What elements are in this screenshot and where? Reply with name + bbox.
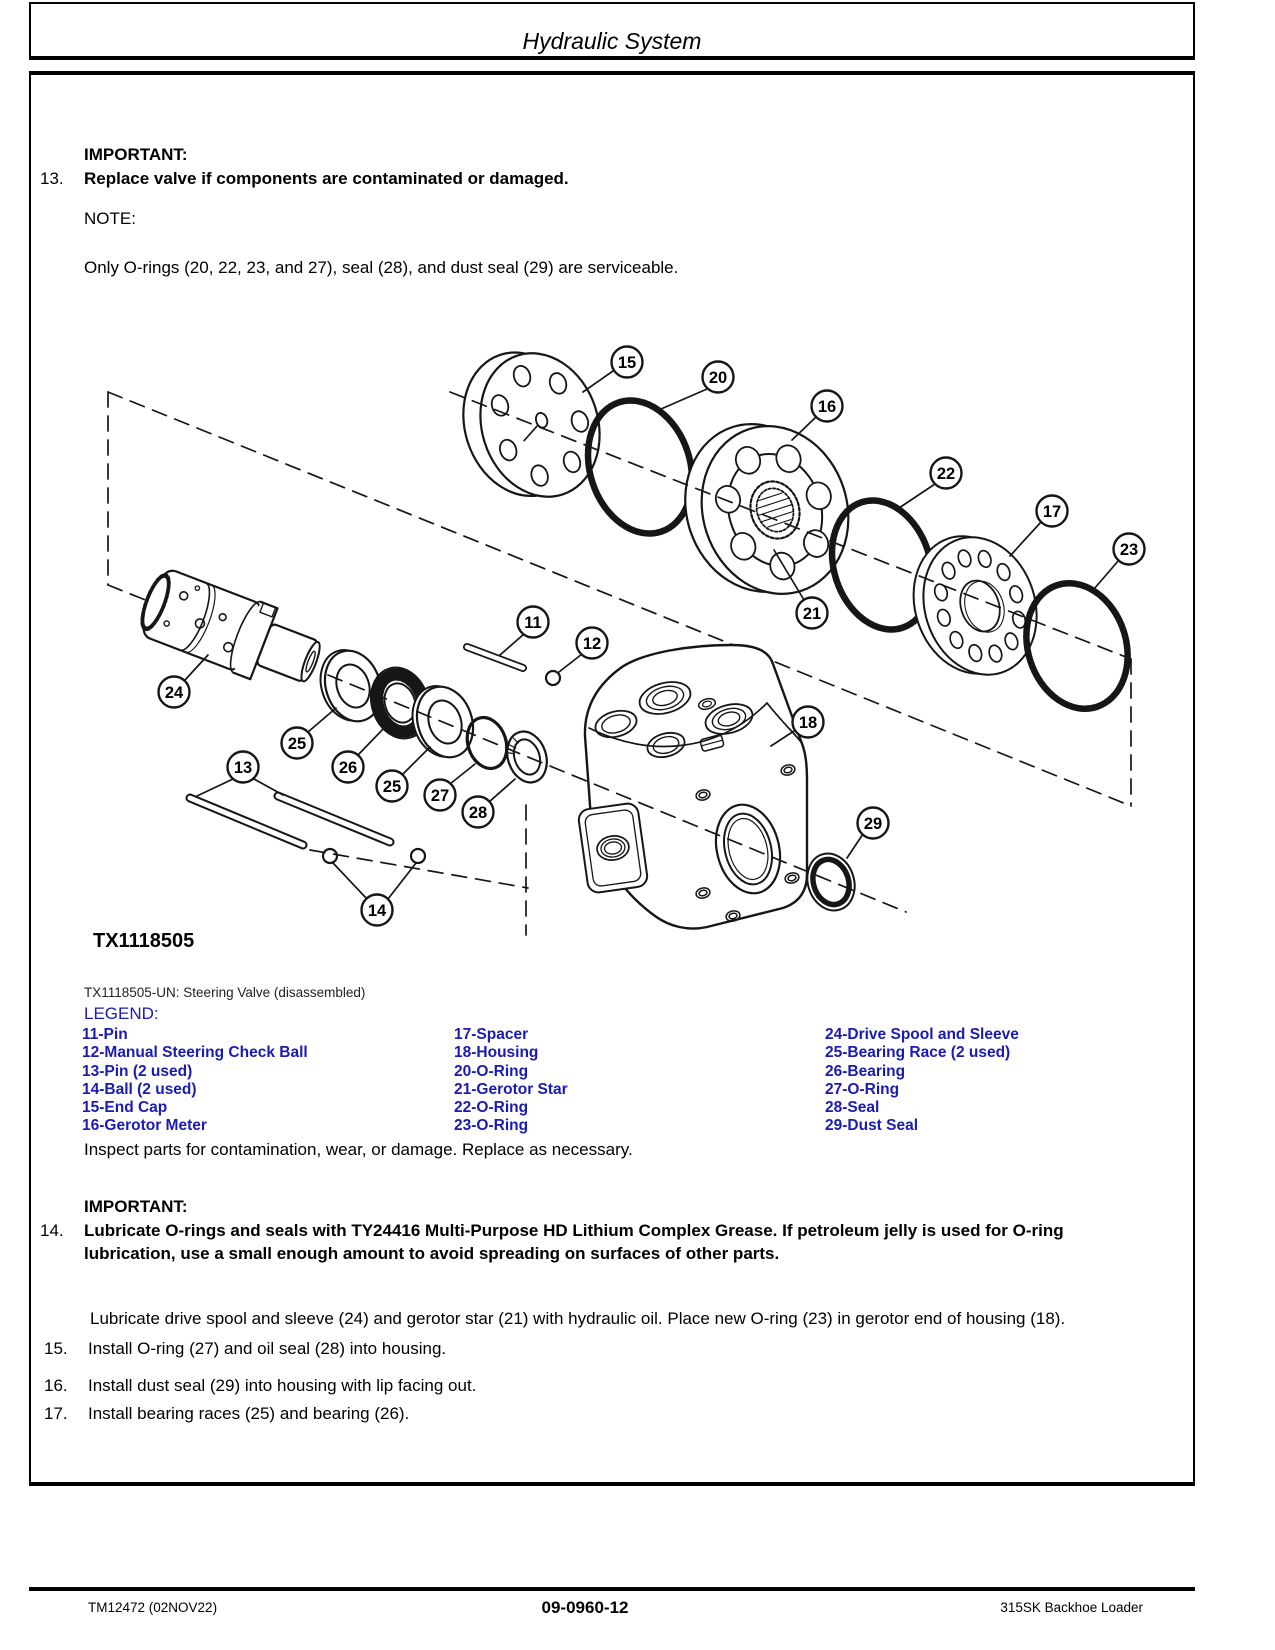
callout-24 xyxy=(159,677,190,708)
figure-caption: TX1118505-UN: Steering Valve (disassembled) xyxy=(84,985,366,1000)
legend-item: 12-Manual Steering Check Ball xyxy=(82,1044,308,1062)
legend-item: 23-O-Ring xyxy=(454,1117,529,1135)
legend-item: 25-Bearing Race (2 used) xyxy=(825,1044,1011,1062)
legend-item: 17-Spacer xyxy=(454,1026,529,1043)
callout-21 xyxy=(797,598,828,629)
svg-text:25: 25 xyxy=(382,778,402,796)
legend-item: 27-O-Ring xyxy=(825,1080,900,1098)
part-pin-11 xyxy=(467,647,523,668)
legend-item: 20-O-Ring xyxy=(454,1062,529,1080)
legend-item: 13-Pin (2 used) xyxy=(82,1062,193,1080)
svg-text:28: 28 xyxy=(468,804,488,822)
callout-25a xyxy=(282,728,313,759)
callout-23 xyxy=(1114,534,1145,565)
part-dust-seal-29 xyxy=(800,847,862,916)
callout-12 xyxy=(577,628,608,659)
figure-id-label: TX1118505 xyxy=(93,930,195,952)
footer-manual-number: TM12472 (02NOV22) xyxy=(88,1600,218,1615)
svg-text:15: 15 xyxy=(617,354,637,372)
part-pins-13 xyxy=(190,796,390,845)
svg-text:20: 20 xyxy=(708,369,728,387)
callout-15 xyxy=(612,347,643,378)
step-16-number: 16. xyxy=(44,1376,68,1395)
footer-rule xyxy=(29,1587,1195,1591)
page-title: Hydraulic System xyxy=(522,28,702,54)
callout-17 xyxy=(1037,496,1068,527)
callout-27 xyxy=(425,780,456,811)
lubricate-paragraph: Lubricate drive spool and sleeve (24) and gerotor star (21) with hydraulic oil. Place new O-ring (23) in gerotor end of housing (18). xyxy=(90,1309,1066,1328)
inspect-note: Inspect parts for contamination, wear, or damage. Replace as necessary. xyxy=(84,1140,633,1159)
callout-20 xyxy=(703,362,734,393)
step-17-text: Install bearing races (25) and bearing (26). xyxy=(88,1404,410,1423)
callout-18 xyxy=(793,707,824,738)
important-label-2: IMPORTANT: xyxy=(84,1197,188,1216)
part-seal-28 xyxy=(501,726,553,787)
legend-label: LEGEND: xyxy=(84,1004,159,1023)
svg-text:18: 18 xyxy=(798,714,818,732)
legend-column-3 xyxy=(825,1026,1019,1136)
step-15-number: 15. xyxy=(44,1339,68,1358)
footer-page-number: 09-0960-12 xyxy=(541,1598,629,1617)
callout-28 xyxy=(463,797,494,828)
important-label-1: IMPORTANT: xyxy=(84,145,188,164)
step-14-text-line1: Lubricate O-rings and seals with TY24416 Multi-Purpose HD Lithium Complex Grease. If petroleum jelly is used for O-ring xyxy=(84,1221,1064,1240)
svg-text:12: 12 xyxy=(582,635,602,653)
part-drive-spool xyxy=(134,563,330,699)
callout-13 xyxy=(228,752,259,783)
callout-22 xyxy=(931,458,962,489)
svg-text:14: 14 xyxy=(367,902,387,920)
legend-column-1 xyxy=(82,1026,308,1136)
part-ball-12 xyxy=(546,671,560,685)
legend-item: 28-Seal xyxy=(825,1099,880,1117)
callout-29 xyxy=(858,808,889,839)
step-16-text: Install dust seal (29) into housing with lip facing out. xyxy=(88,1376,477,1395)
legend-item: 16-Gerotor Meter xyxy=(82,1117,207,1135)
part-housing xyxy=(577,645,807,929)
callout-26 xyxy=(333,752,364,783)
legend-item: 11-Pin xyxy=(82,1026,128,1043)
part-balls-14 xyxy=(323,849,425,863)
svg-text:17: 17 xyxy=(1042,503,1062,521)
svg-text:13: 13 xyxy=(233,759,253,777)
svg-text:22: 22 xyxy=(936,465,956,483)
svg-text:27: 27 xyxy=(430,787,450,805)
step-14-text-line2: lubrication, use a small enough amount to avoid spreading on surfaces of other parts. xyxy=(84,1244,780,1263)
svg-text:23: 23 xyxy=(1119,541,1139,559)
step-14-number: 14. xyxy=(40,1221,64,1240)
legend-item: 14-Ball (2 used) xyxy=(82,1080,197,1098)
legend-item: 18-Housing xyxy=(454,1044,539,1062)
svg-text:21: 21 xyxy=(802,605,822,623)
legend-item: 26-Bearing xyxy=(825,1062,906,1080)
note-label: NOTE: xyxy=(84,209,136,228)
step-13-text: Replace valve if components are contaminated or damaged. xyxy=(84,169,569,188)
legend-column-2 xyxy=(454,1026,568,1136)
callout-16 xyxy=(812,391,843,422)
svg-text:24: 24 xyxy=(164,684,184,702)
legend-item: 15-End Cap xyxy=(82,1099,168,1117)
callout-14 xyxy=(362,895,393,926)
svg-text:29: 29 xyxy=(863,815,883,833)
legend-item: 24-Drive Spool and Sleeve xyxy=(825,1026,1019,1043)
svg-text:25: 25 xyxy=(287,735,307,753)
callout-11 xyxy=(518,607,549,638)
legend-item: 21-Gerotor Star xyxy=(454,1080,568,1098)
legend-item: 22-O-Ring xyxy=(454,1099,529,1117)
step-17-number: 17. xyxy=(44,1404,68,1423)
legend-item: 29-Dust Seal xyxy=(825,1117,919,1135)
footer-model: 315SK Backhoe Loader xyxy=(1000,1600,1143,1615)
step-15-text: Install O-ring (27) and oil seal (28) into housing. xyxy=(88,1339,447,1358)
svg-text:11: 11 xyxy=(524,614,542,632)
svg-text:26: 26 xyxy=(338,759,358,777)
callout-25b xyxy=(377,771,408,802)
step-13-number: 13. xyxy=(40,169,64,188)
svg-text:16: 16 xyxy=(817,398,837,416)
note-text: Only O-rings (20, 22, 23, and 27), seal (28), and dust seal (29) are serviceable. xyxy=(84,258,679,277)
